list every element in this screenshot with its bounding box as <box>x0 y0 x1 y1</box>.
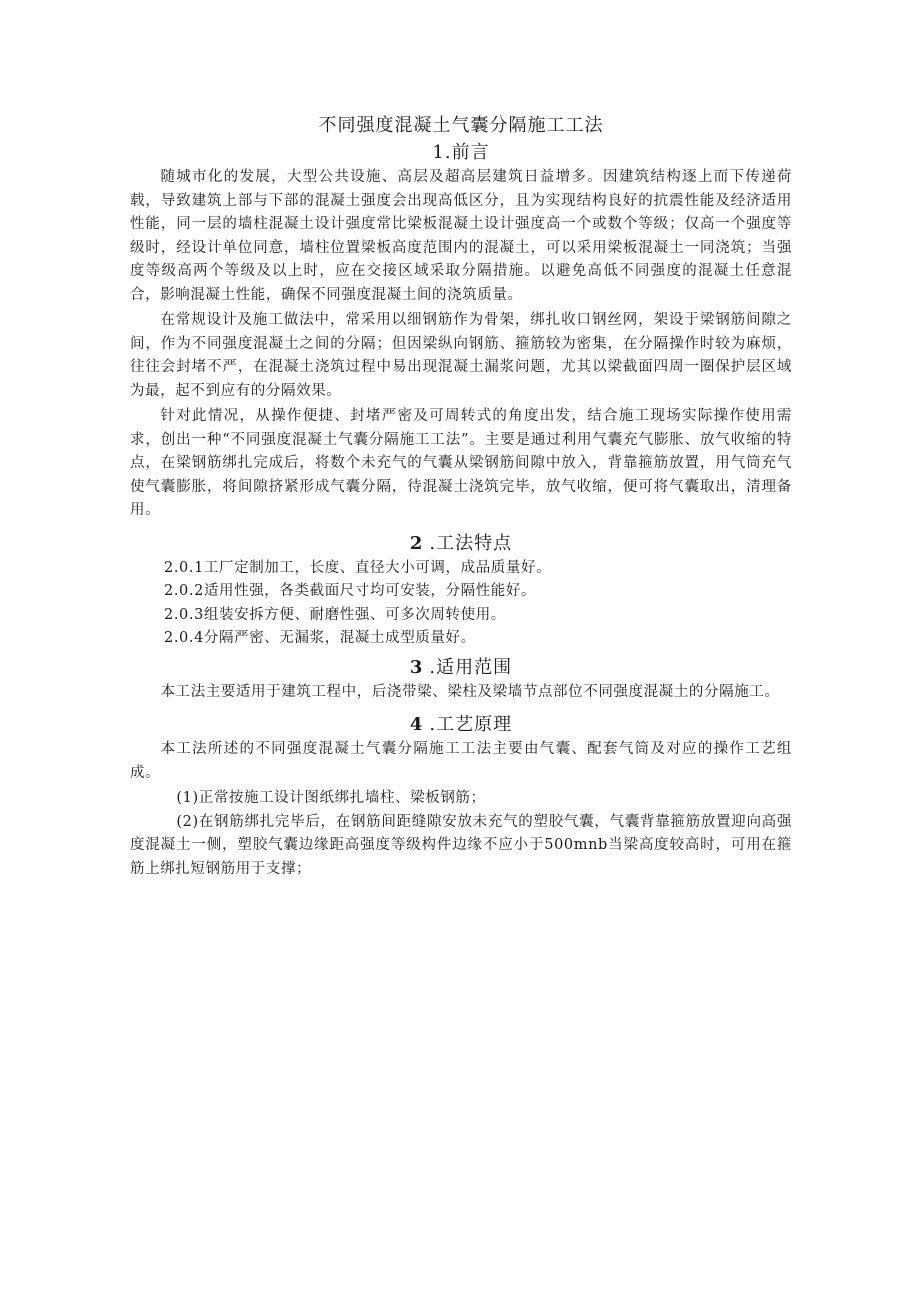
paragraph: 本工法主要适用于建筑工程中，后浇带梁、梁柱及梁墙节点部位不同强度混凝土的分隔施工。 <box>160 683 780 700</box>
feature-item: 2.0.1工厂定制加工，长度、直径大小可调，成品质量好。 <box>164 559 552 576</box>
document-body <box>130 112 792 881</box>
feature-item: 2.0.4分隔严密、无漏浆，混凝土成型质量好。 <box>164 630 476 646</box>
section-label: .工法特点 <box>429 532 513 554</box>
paragraph: 在常规设计及施工做法中，常采用以细钢筋作为骨架，绑扎收口钢丝网，架设于梁钢筋间隙之间，作为不同强度混凝土之间的分隔；但因梁纵向钢筋、箍筋较为密集，在分隔操作时较为麻烦，往往会封堵不严，在混凝土浇筑过程中易出现混凝土漏浆问题，尤其以梁截面四周一圈保护层区域为最，起不到应有的分隔效果。 <box>130 312 792 399</box>
paragraph: 随城市化的发展，大型公共设施、高层及超高层建筑日益增多。因建筑结构逐上而下传递荷载，导致建筑上部与下部的混凝土强度会出现高低区分，且为实现结构良好的抗震性能及经济适用性能，同一层的墙柱混凝土设计强度常比梁板混凝土设计强度高一个或数个等级；仅高一个强度等级时，经设计单位同意，墙柱位置梁板高度范围内的混凝土，可以采用梁板混凝土一同浇筑；当强度等级高两个等级及以上时，应在交接区域采取分隔措施。以避免高低不同强度的混凝土任意混合，影响混凝土性能，确保不同强度混凝土间的浇筑质量。 <box>130 169 792 303</box>
section-label: .工艺原理 <box>429 714 513 735</box>
document-title: 不同强度混凝土气囊分隔施工工法 <box>318 115 604 136</box>
section-heading-preface: 1.前言 <box>432 142 490 163</box>
section-heading-features <box>130 531 792 557</box>
paragraph: 针对此情况，从操作便捷、封堵严密及可周转式的角度出发，结合施工现场实际操作使用需求，创出一种“不同强度混凝土气囊分隔施工工法”。主要是通过利用气囊充气膨胀、放气收缩的特点，在梁钢筋绑扎完成后，将数个未充气的气囊从梁钢筋间隙中放入，背靠箍筋放置，用气筒充气使气囊膨胀，将间隙挤紧形成气囊分隔，待混凝土浇筑完毕，放气收缩，便可将气囊取出，清理备用。 <box>130 408 792 518</box>
paragraph: 本工法所述的不同强度混凝土气囊分隔施工工法主要由气囊、配套气筒及对应的操作工艺组成。 <box>130 741 792 781</box>
feature-item: 2.0.3组装安拆方便、耐磨性强、可多次周转使用。 <box>164 606 506 623</box>
section-label: .适用范围 <box>429 656 513 678</box>
feature-item: 2.0.2适用性强，各类截面尺寸均可安装，分隔性能好。 <box>164 583 537 599</box>
section-heading-principle <box>130 712 792 738</box>
process-step: (2)在钢筋绑扎完毕后，在钢筋间距缝隙安放未充气的塑胶气囊，气囊背靠箍筋放置迎向高强度混凝土一侧，塑胶气囊边缘距高强度等级构件边缘不应小于500mnb当梁高度较高时，可用在箍筋上绑扎短钢筋用于支撑； <box>130 813 792 877</box>
section-number: 4 <box>409 714 424 735</box>
section-number: 2 <box>409 532 424 554</box>
section-number: 3 <box>409 656 424 678</box>
section-heading-scope <box>130 655 792 681</box>
process-step: (1)正常按施工设计图纸绑扎墙柱、梁板钢筋； <box>176 790 486 806</box>
